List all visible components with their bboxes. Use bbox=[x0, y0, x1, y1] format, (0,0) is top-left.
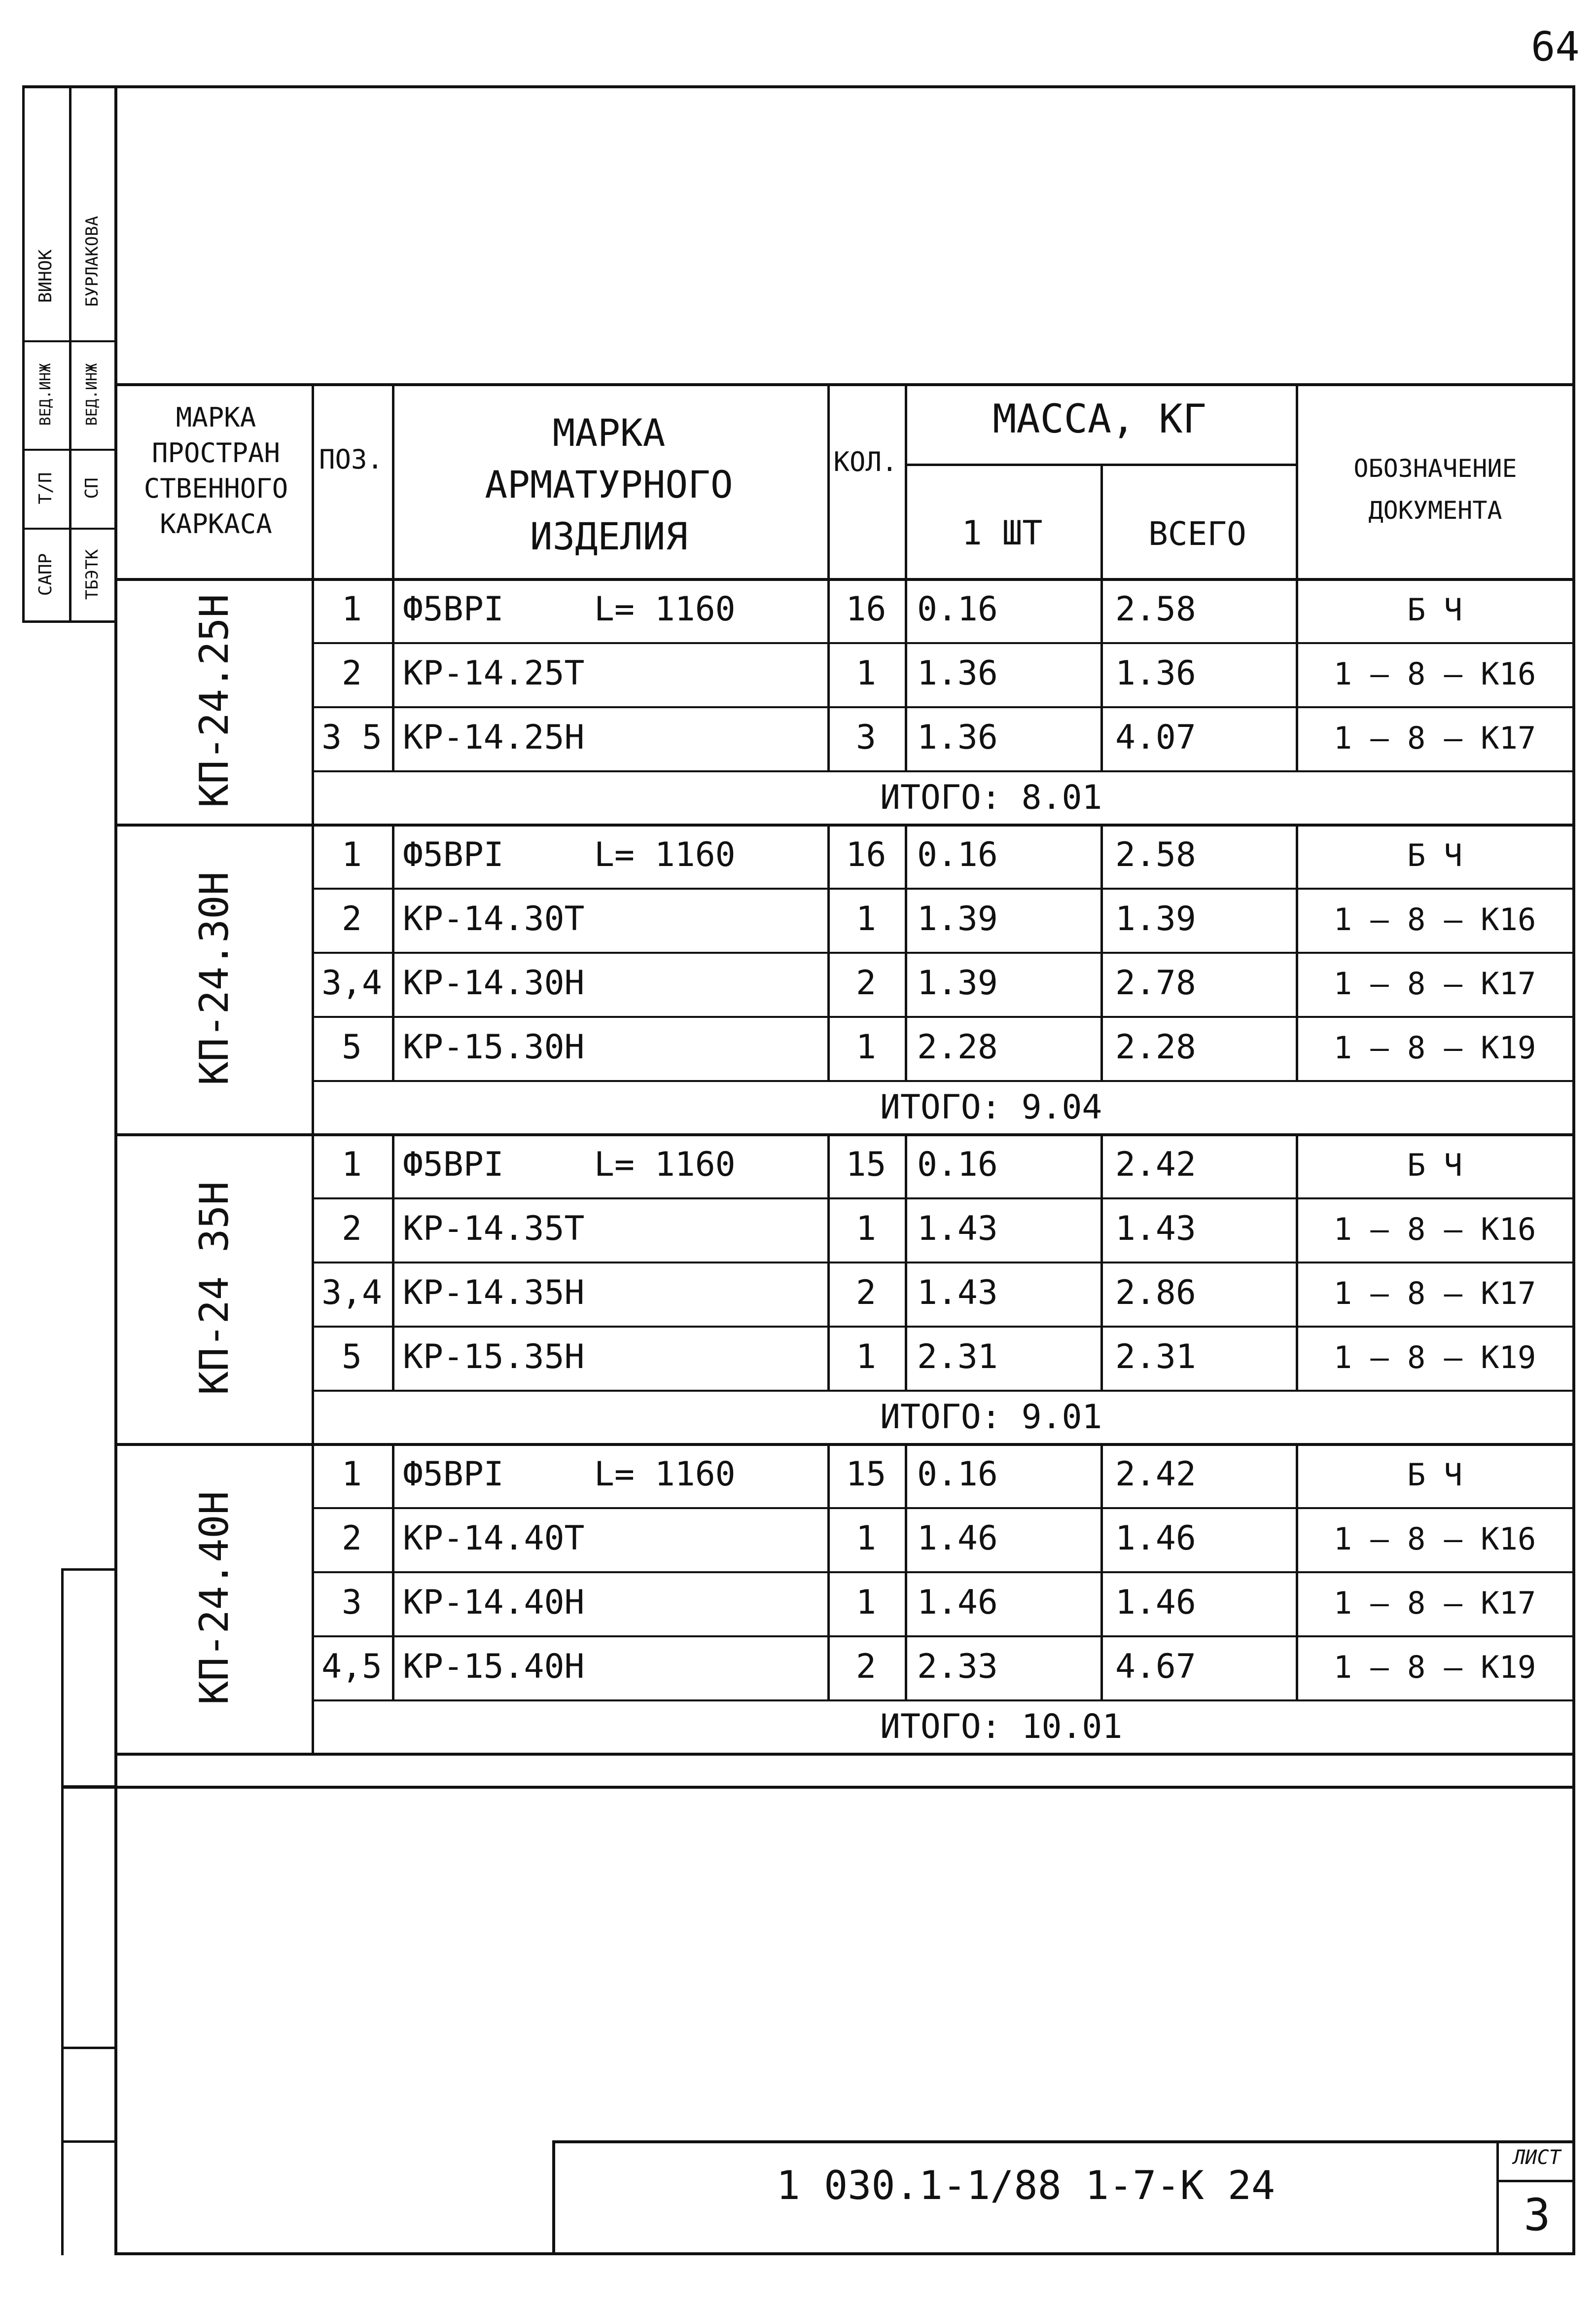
cell-quantity: 16 bbox=[846, 835, 887, 874]
cell-quantity: 16 bbox=[846, 590, 887, 629]
cell-quantity: 15 bbox=[846, 1455, 887, 1494]
table-grid-line bbox=[1100, 1197, 1103, 1262]
table-grid-line bbox=[827, 1197, 830, 1262]
cell-mass-total: 2.42 bbox=[1115, 1455, 1196, 1494]
cell-position: 5 bbox=[342, 1028, 362, 1067]
table-grid-line bbox=[312, 952, 1574, 954]
cell-document: 1 — 8 — К17 bbox=[1333, 1275, 1536, 1311]
cell-product-mark: КР-14.35Н bbox=[403, 1273, 585, 1312]
cell-mass-one: 0.16 bbox=[917, 1145, 998, 1184]
table-grid-line bbox=[1100, 642, 1103, 706]
cell-product-mark: КР-14.30Т bbox=[403, 900, 585, 938]
table-grid-line bbox=[1100, 1571, 1103, 1635]
cell-document: 1 — 8 — К17 bbox=[1333, 966, 1536, 1002]
frame-mark-label: КП-24.30Н bbox=[191, 871, 237, 1085]
table-grid-line bbox=[905, 1326, 907, 1390]
table-grid-line bbox=[1100, 1635, 1103, 1699]
cell-product-mark: КР-14.40Т bbox=[403, 1519, 585, 1558]
group-total: ИТОГО: 9.04 bbox=[880, 1088, 1102, 1127]
cell-quantity: 2 bbox=[856, 964, 876, 1003]
table-grid-line bbox=[312, 706, 1574, 708]
table-grid-line bbox=[905, 1635, 907, 1699]
table-grid-line bbox=[392, 1507, 394, 1571]
side-stamp-row-divider bbox=[22, 340, 116, 342]
table-grid-line bbox=[1100, 1507, 1103, 1571]
cell-position: 2 bbox=[342, 654, 362, 693]
cell-mass-total: 2.58 bbox=[1115, 835, 1196, 874]
table-grid-line bbox=[905, 642, 907, 706]
cell-document: 1 — 8 — К17 bbox=[1333, 720, 1536, 756]
table-grid-line bbox=[312, 1197, 1574, 1199]
side-stamp-bottom-line bbox=[22, 620, 116, 623]
cell-document: 1 — 8 — К19 bbox=[1333, 1339, 1536, 1375]
table-grid-line bbox=[1296, 706, 1298, 770]
cell-position: 3 5 bbox=[321, 718, 382, 757]
cell-mass-one: 1.36 bbox=[917, 654, 998, 693]
header-frame-mark-line: ПРОСТРАН bbox=[151, 437, 281, 469]
frame-top-border bbox=[22, 85, 1575, 88]
table-grid-line bbox=[392, 1262, 394, 1326]
cell-quantity: 3 bbox=[856, 718, 876, 757]
table-grid-line bbox=[392, 888, 394, 952]
cell-mass-total: 2.58 bbox=[1115, 590, 1196, 629]
table-grid-line bbox=[117, 1133, 1574, 1136]
cell-quantity: 1 bbox=[856, 1583, 876, 1622]
cell-product-mark: КР-14.30Н bbox=[403, 964, 585, 1003]
header-mass-one: 1 ШТ bbox=[961, 514, 1043, 553]
cell-position: 3,4 bbox=[321, 1273, 382, 1312]
cell-product-mark: КР-14.40Н bbox=[403, 1583, 585, 1622]
table-grid-line bbox=[1296, 1635, 1298, 1699]
table-grid-line bbox=[312, 1699, 1574, 1701]
frame-bottom-border bbox=[114, 2252, 1575, 2255]
table-grid-line bbox=[827, 888, 830, 952]
table-grid-line bbox=[312, 1390, 1574, 1392]
table-grid-line bbox=[905, 383, 907, 578]
table-grid-line bbox=[1296, 1133, 1298, 1197]
table-grid-line bbox=[1100, 1262, 1103, 1326]
stamp-ved-inzh-label-2: ВЕД.ИНЖ bbox=[83, 363, 101, 426]
table-grid-line bbox=[905, 1016, 907, 1080]
cell-document: Б Ч bbox=[1407, 1457, 1462, 1493]
header-product-mark-line: МАРКА bbox=[552, 411, 666, 455]
group-total: ИТОГО: 8.01 bbox=[880, 778, 1102, 817]
table-grid-line bbox=[905, 706, 907, 770]
header-frame-mark-line: КАРКАСА bbox=[160, 508, 272, 540]
table-grid-line bbox=[827, 824, 830, 888]
cell-quantity: 2 bbox=[856, 1273, 876, 1312]
table-grid-line bbox=[827, 1133, 830, 1197]
table-grid-line bbox=[905, 952, 907, 1016]
cell-mass-one: 1.39 bbox=[917, 964, 998, 1003]
table-grid-line bbox=[1100, 1326, 1103, 1390]
cell-product-mark: КР-15.35Н bbox=[403, 1337, 585, 1376]
cell-mass-total: 2.86 bbox=[1115, 1273, 1196, 1312]
cell-mass-total: 4.07 bbox=[1115, 718, 1196, 757]
table-grid-line bbox=[905, 1443, 907, 1507]
title-block-sheet-label-line bbox=[1496, 2180, 1575, 2182]
table-grid-line bbox=[312, 1571, 1574, 1573]
side-stamp-mid-line bbox=[69, 85, 71, 623]
header-product-mark-line: АРМАТУРНОГО bbox=[485, 463, 733, 506]
table-grid-line bbox=[1296, 1507, 1298, 1571]
cell-quantity: 1 bbox=[856, 1337, 876, 1376]
side-stamp-row-divider bbox=[22, 528, 116, 530]
lower-stamp-top-line bbox=[61, 1568, 116, 1571]
cell-quantity: 1 bbox=[856, 654, 876, 693]
table-grid-line bbox=[312, 770, 1574, 772]
table-grid-line bbox=[1100, 952, 1103, 1016]
table-grid-line bbox=[392, 952, 394, 1016]
cell-mass-one: 2.33 bbox=[917, 1647, 998, 1686]
table-grid-line bbox=[312, 383, 314, 578]
table-grid-line bbox=[827, 642, 830, 706]
cell-length: L= 1160 bbox=[594, 1145, 736, 1184]
cell-document: 1 — 8 — К16 bbox=[1333, 1521, 1536, 1557]
table-grid-line bbox=[1100, 706, 1103, 770]
cell-mass-total: 1.36 bbox=[1115, 654, 1196, 693]
table-grid-line bbox=[1296, 578, 1298, 642]
table-grid-line bbox=[827, 1016, 830, 1080]
table-grid-line bbox=[1100, 824, 1103, 888]
cell-quantity: 1 bbox=[856, 1209, 876, 1248]
cell-mass-total: 1.46 bbox=[1115, 1519, 1196, 1558]
cell-position: 5 bbox=[342, 1337, 362, 1376]
stamp-burlakova-label: БУРЛАКОВА bbox=[82, 216, 102, 307]
table-grid-line bbox=[1296, 1197, 1298, 1262]
cell-mass-one: 0.16 bbox=[917, 1455, 998, 1494]
group-total: ИТОГО: 10.01 bbox=[880, 1707, 1123, 1746]
table-grid-line bbox=[1296, 642, 1298, 706]
cell-mass-total: 1.39 bbox=[1115, 900, 1196, 938]
table-grid-line bbox=[392, 824, 394, 888]
cell-mass-total: 1.43 bbox=[1115, 1209, 1196, 1248]
cell-length: L= 1160 bbox=[594, 835, 736, 874]
table-grid-line bbox=[117, 578, 1574, 581]
cell-position: 1 bbox=[342, 835, 362, 874]
table-grid-line bbox=[392, 706, 394, 770]
table-grid-line bbox=[392, 1133, 394, 1197]
stamp-vinok-label: ВИНОК bbox=[35, 249, 56, 303]
cell-position: 2 bbox=[342, 900, 362, 938]
cell-document: Б Ч bbox=[1407, 1147, 1462, 1183]
table-grid-line bbox=[312, 1326, 1574, 1328]
cell-document: 1 — 8 — К16 bbox=[1333, 656, 1536, 692]
table-grid-line bbox=[1100, 578, 1103, 642]
header-quantity: КОЛ. bbox=[833, 446, 898, 477]
table-grid-line bbox=[1296, 1571, 1298, 1635]
cell-mass-total: 2.78 bbox=[1115, 964, 1196, 1003]
cell-quantity: 15 bbox=[846, 1145, 887, 1184]
cell-document: Б Ч bbox=[1407, 837, 1462, 873]
cell-quantity: 1 bbox=[856, 1519, 876, 1558]
table-grid-line bbox=[392, 1326, 394, 1390]
group-total: ИТОГО: 9.01 bbox=[880, 1398, 1102, 1437]
table-grid-line bbox=[827, 1262, 830, 1326]
cell-quantity: 2 bbox=[856, 1647, 876, 1686]
table-grid-line bbox=[312, 1443, 314, 1753]
table-grid-line bbox=[312, 1016, 1574, 1018]
table-grid-line bbox=[392, 383, 394, 578]
cell-mass-one: 1.43 bbox=[917, 1209, 998, 1248]
table-grid-line bbox=[312, 1262, 1574, 1263]
stamp-sapr-label: САПР bbox=[35, 553, 56, 596]
table-grid-line bbox=[392, 578, 394, 642]
header-position: ПОЗ. bbox=[319, 444, 384, 475]
title-block-top-line bbox=[552, 2140, 1575, 2143]
header-document-line: ОБОЗНАЧЕНИЕ bbox=[1353, 454, 1517, 483]
sheet-number: 3 bbox=[1524, 2189, 1551, 2241]
cell-quantity: 1 bbox=[856, 900, 876, 938]
cell-product-mark: Ф5ВРI bbox=[403, 1145, 504, 1184]
cell-product-mark: Ф5ВРI bbox=[403, 835, 504, 874]
table-grid-line bbox=[392, 1635, 394, 1699]
cell-length: L= 1160 bbox=[594, 1455, 736, 1494]
table-grid-line bbox=[827, 706, 830, 770]
cell-position: 1 bbox=[342, 590, 362, 629]
table-grid-line bbox=[905, 1571, 907, 1635]
table-grid-line bbox=[905, 888, 907, 952]
cell-position: 1 bbox=[342, 1145, 362, 1184]
table-grid-line bbox=[392, 642, 394, 706]
frame-mark-label: КП-24.25Н bbox=[191, 594, 237, 808]
cell-length: L= 1160 bbox=[594, 590, 736, 629]
lower-stamp-divider bbox=[61, 2140, 116, 2143]
table-grid-line bbox=[312, 1133, 314, 1443]
cell-product-mark: КР-15.30Н bbox=[403, 1028, 585, 1067]
cell-position: 3,4 bbox=[321, 964, 382, 1003]
cell-position: 4,5 bbox=[321, 1647, 382, 1686]
cell-product-mark: КР-14.35Т bbox=[403, 1209, 585, 1248]
header-mass-total: ВСЕГО bbox=[1148, 515, 1246, 553]
cell-mass-one: 0.16 bbox=[917, 590, 998, 629]
table-grid-line bbox=[312, 888, 1574, 890]
cell-mass-one: 0.16 bbox=[917, 835, 998, 874]
cell-product-mark: КР-14.25Т bbox=[403, 654, 585, 693]
cell-mass-total: 2.42 bbox=[1115, 1145, 1196, 1184]
table-grid-line bbox=[117, 1753, 1574, 1756]
table-grid-line bbox=[1296, 1016, 1298, 1080]
header-frame-mark-line: МАРКА bbox=[176, 402, 256, 433]
table-grid-line bbox=[827, 1326, 830, 1390]
table-grid-line bbox=[312, 1635, 1574, 1637]
stamp-tp-label: Т/П bbox=[35, 472, 56, 505]
cell-product-mark: КР-15.40Н bbox=[403, 1647, 585, 1686]
cell-mass-one: 2.28 bbox=[917, 1028, 998, 1067]
table-grid-line bbox=[905, 1197, 907, 1262]
table-grid-line bbox=[312, 824, 314, 1133]
table-grid-line bbox=[1100, 1133, 1103, 1197]
stamp-ved-inzh-label: ВЕД.ИНЖ bbox=[37, 363, 54, 426]
cell-position: 2 bbox=[342, 1519, 362, 1558]
page-number: 64 bbox=[1531, 24, 1580, 71]
cell-mass-one: 1.36 bbox=[917, 718, 998, 757]
side-stamp-row-divider bbox=[22, 449, 116, 451]
stamp-tbetk-label: ТБЭТК bbox=[82, 549, 102, 600]
table-grid-line bbox=[1296, 824, 1298, 888]
cell-mass-total: 2.28 bbox=[1115, 1028, 1196, 1067]
cell-position: 2 bbox=[342, 1209, 362, 1248]
table-grid-line bbox=[1296, 1262, 1298, 1326]
table-grid-line bbox=[1100, 1443, 1103, 1507]
table-bottom-extension bbox=[61, 1786, 1575, 1789]
table-grid-line bbox=[827, 578, 830, 642]
table-grid-line bbox=[905, 578, 907, 642]
table-grid-line bbox=[1100, 888, 1103, 952]
table-grid-line bbox=[1100, 464, 1103, 578]
table-grid-line bbox=[905, 824, 907, 888]
table-grid-line bbox=[392, 1197, 394, 1262]
cell-position: 1 bbox=[342, 1455, 362, 1494]
cell-mass-total: 1.46 bbox=[1115, 1583, 1196, 1622]
table-grid-line bbox=[827, 1571, 830, 1635]
table-grid-line bbox=[1296, 952, 1298, 1016]
cell-mass-total: 4.67 bbox=[1115, 1647, 1196, 1686]
cell-mass-one: 1.46 bbox=[917, 1519, 998, 1558]
table-grid-line bbox=[1296, 1326, 1298, 1390]
cell-quantity: 1 bbox=[856, 1028, 876, 1067]
cell-product-mark: Ф5ВРI bbox=[403, 1455, 504, 1494]
table-grid-line bbox=[312, 642, 1574, 644]
cell-document: 1 — 8 — К17 bbox=[1333, 1585, 1536, 1621]
cell-mass-one: 2.31 bbox=[917, 1337, 998, 1376]
table-grid-line bbox=[827, 1635, 830, 1699]
cell-product-mark: Ф5ВРI bbox=[403, 590, 504, 629]
cell-mass-total: 2.31 bbox=[1115, 1337, 1196, 1376]
frame-mark-label: КП-24 35Н bbox=[191, 1181, 237, 1395]
sheet-label: ЛИСТ bbox=[1513, 2146, 1561, 2169]
table-grid-line bbox=[1296, 383, 1298, 578]
table-grid-line bbox=[905, 1262, 907, 1326]
cell-document: 1 — 8 — К16 bbox=[1333, 1211, 1536, 1247]
table-grid-line bbox=[312, 1080, 1574, 1082]
cell-mass-one: 1.46 bbox=[917, 1583, 998, 1622]
frame-mark-label: КП-24.40Н bbox=[191, 1491, 237, 1705]
cell-document: 1 — 8 — К19 bbox=[1333, 1649, 1536, 1685]
side-stamp-left-line bbox=[22, 85, 25, 623]
cell-mass-one: 1.39 bbox=[917, 900, 998, 938]
table-grid-line bbox=[905, 1133, 907, 1197]
table-grid-line bbox=[312, 1507, 1574, 1509]
table-grid-line bbox=[392, 1016, 394, 1080]
table-grid-line bbox=[827, 952, 830, 1016]
header-mass: МАССА, КГ bbox=[993, 396, 1206, 442]
header-document-line: ДОКУМЕНТА bbox=[1368, 496, 1502, 525]
table-grid-line bbox=[312, 578, 314, 824]
table-grid-line bbox=[117, 383, 1574, 386]
table-grid-line bbox=[392, 1443, 394, 1507]
table-grid-line bbox=[1100, 1016, 1103, 1080]
header-frame-mark-line: СТВЕННОГО bbox=[143, 473, 288, 504]
table-grid-line bbox=[1296, 888, 1298, 952]
cell-document: 1 — 8 — К16 bbox=[1333, 902, 1536, 938]
cell-product-mark: КР-14.25Н bbox=[403, 718, 585, 757]
document-designation: 1 030.1-1/88 1-7-К 24 bbox=[776, 2163, 1276, 2208]
table-grid-line bbox=[1296, 1443, 1298, 1507]
lower-stamp-left-line bbox=[61, 1568, 64, 2255]
cell-document: 1 — 8 — К19 bbox=[1333, 1030, 1536, 1066]
table-grid-line bbox=[905, 1507, 907, 1571]
cell-mass-one: 1.43 bbox=[917, 1273, 998, 1312]
table-grid-line bbox=[117, 1443, 1574, 1446]
table-grid-line bbox=[827, 1443, 830, 1507]
header-product-mark-line: ИЗДЕЛИЯ bbox=[530, 514, 688, 558]
stamp-sp-label: СП bbox=[82, 477, 102, 499]
table-grid-line bbox=[827, 1507, 830, 1571]
table-grid-line bbox=[392, 1571, 394, 1635]
lower-stamp-divider bbox=[61, 2047, 116, 2049]
cell-document: Б Ч bbox=[1407, 592, 1462, 628]
table-grid-line bbox=[117, 824, 1574, 827]
table-grid-line bbox=[827, 383, 830, 578]
cell-position: 3 bbox=[342, 1583, 362, 1622]
